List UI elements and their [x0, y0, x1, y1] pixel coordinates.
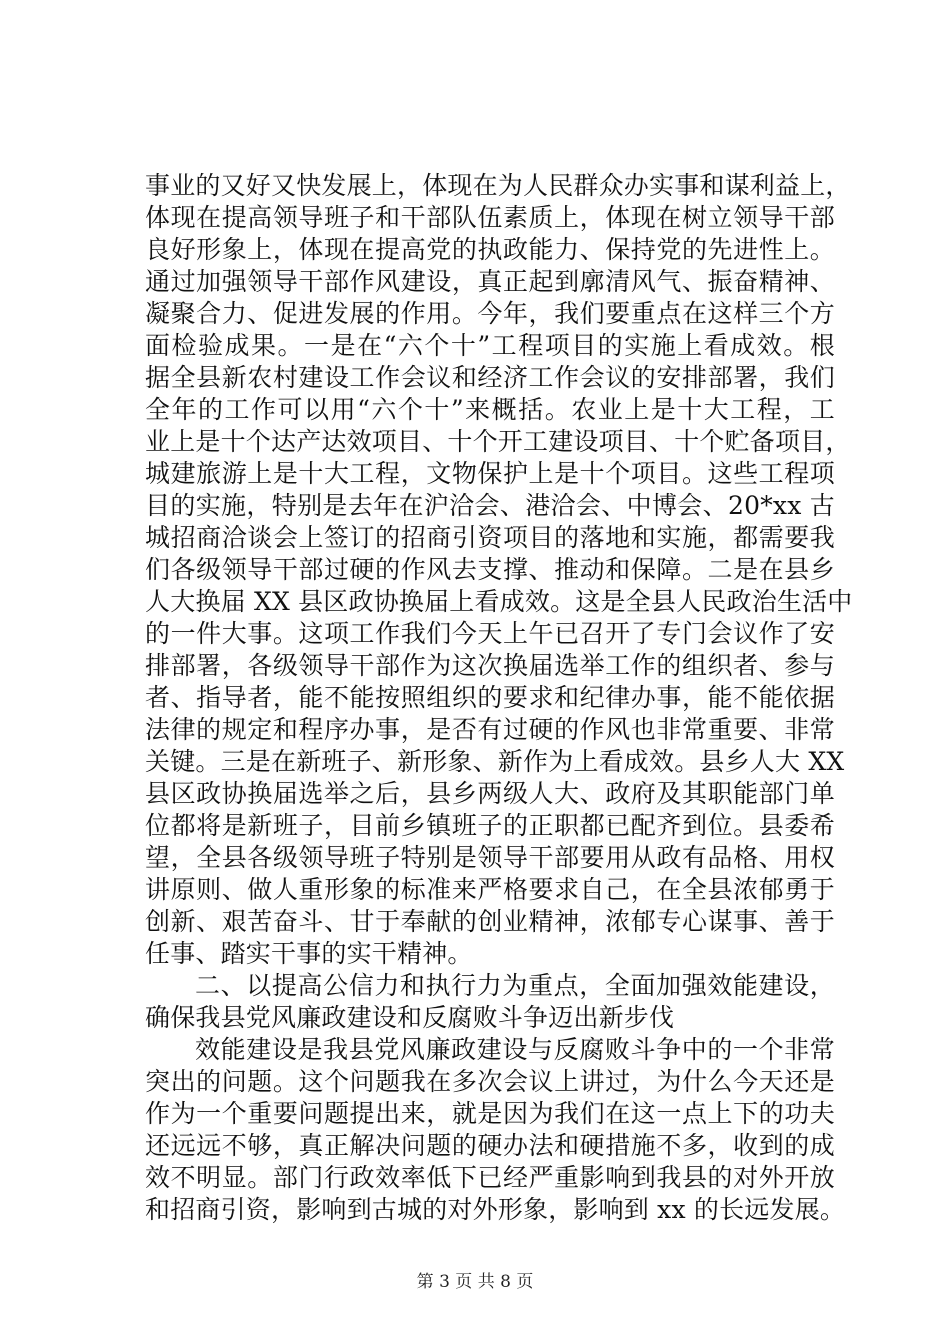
text-line: 位都将是新班子，目前乡镇班子的正职都已配齐到位。县委希: [145, 811, 835, 840]
heading-line: 确保我县党风廉政建设和反腐败斗争迈出新步伐: [145, 1003, 675, 1032]
text-line: 任事、踏实干事的实干精神。: [145, 939, 473, 968]
text-line: 县区政协换届选举之后，县乡两级人大、政府及其职能部门单: [145, 779, 835, 808]
text-line: 效不明显。部门行政效率低下已经严重影响到我县的对外开放: [145, 1163, 835, 1192]
document-body: [145, 170, 853, 1226]
text-line: 城招商洽谈会上签订的招商引资项目的落地和实施，都需要我: [145, 523, 835, 552]
heading-line: 二、以提高公信力和执行力为重点，全面加强效能建设，: [195, 971, 835, 1000]
text-line: 和招商引资，影响到古城的对外形象，影响到 xx 的长远发展。: [145, 1195, 846, 1224]
text-line: 良好形象上，体现在提高党的执政能力、保持党的先进性上。: [145, 235, 835, 264]
text-line: 体现在提高领导班子和干部队伍素质上，体现在树立领导干部: [145, 203, 835, 232]
text-line: 们各级领导干部过硬的作风去支撑、推动和保障。二是在县乡: [145, 555, 835, 584]
text-line: 还远远不够，真正解决问题的硬办法和硬措施不多，收到的成: [145, 1131, 835, 1160]
text-line: 城建旅游上是十大工程，文物保护上是十个项目。这些工程项: [145, 459, 835, 488]
text-line: 据全县新农村建设工作会议和经济工作会议的安排部署，我们: [145, 363, 835, 392]
text-line: 全年的工作可以用“六个十”来概括。农业上是十大工程，工: [145, 395, 835, 424]
text-line: 创新、艰苦奋斗、甘于奉献的创业精神，浓郁专心谋事、善于: [145, 907, 835, 936]
section-heading: [145, 970, 835, 1034]
text-line: 事业的又好又快发展上，体现在为人民群众办实事和谋利益上，: [145, 171, 851, 200]
text-line: 突出的问题。这个问题我在多次会议上讲过，为什么今天还是: [145, 1067, 835, 1096]
text-line: 者、指导者，能不能按照组织的要求和纪律办事，能不能依据: [145, 683, 835, 712]
page-number-footer: 第 3 页 共 8 页: [416, 1272, 534, 1292]
text-line: 法律的规定和程序办事，是否有过硬的作风也非常重要、非常: [145, 715, 835, 744]
text-line: 人大换届 XX 县区政协换届上看成效。这是全县人民政治生活中: [145, 587, 853, 616]
text-line: 望，全县各级领导班子特别是领导干部要用从政有品格、用权: [145, 843, 835, 872]
paragraph-continued: [145, 170, 853, 970]
text-line: 作为一个重要问题提出来，就是因为我们在这一点上下的功夫: [145, 1099, 835, 1128]
text-line: 的一件大事。这项工作我们今天上午已召开了专门会议作了安: [145, 619, 835, 648]
text-line: 关键。三是在新班子、新形象、新作为上看成效。县乡人大 XX: [145, 747, 845, 776]
text-line: 目的实施，特别是去年在沪洽会、港洽会、中博会、20*xx 古: [145, 491, 835, 520]
text-line: 通过加强领导干部作风建设，真正起到廓清风气、振奋精神、: [145, 267, 835, 296]
text-line: 讲原则、做人重形象的标准来严格要求自己，在全县浓郁勇于: [145, 875, 835, 904]
text-line: 业上是十个达产达效项目、十个开工建设项目、十个贮备项目，: [145, 427, 851, 456]
text-line: 凝聚合力、促进发展的作用。今年，我们要重点在这样三个方: [145, 299, 835, 328]
text-line: 排部署，各级领导干部作为这次换届选举工作的组织者、参与: [145, 651, 835, 680]
text-line: 面检验成果。一是在“六个十”工程项目的实施上看成效。根: [145, 331, 835, 360]
text-line: 效能建设是我县党风廉政建设与反腐败斗争中的一个非常: [195, 1035, 835, 1064]
paragraph: [145, 1034, 846, 1226]
